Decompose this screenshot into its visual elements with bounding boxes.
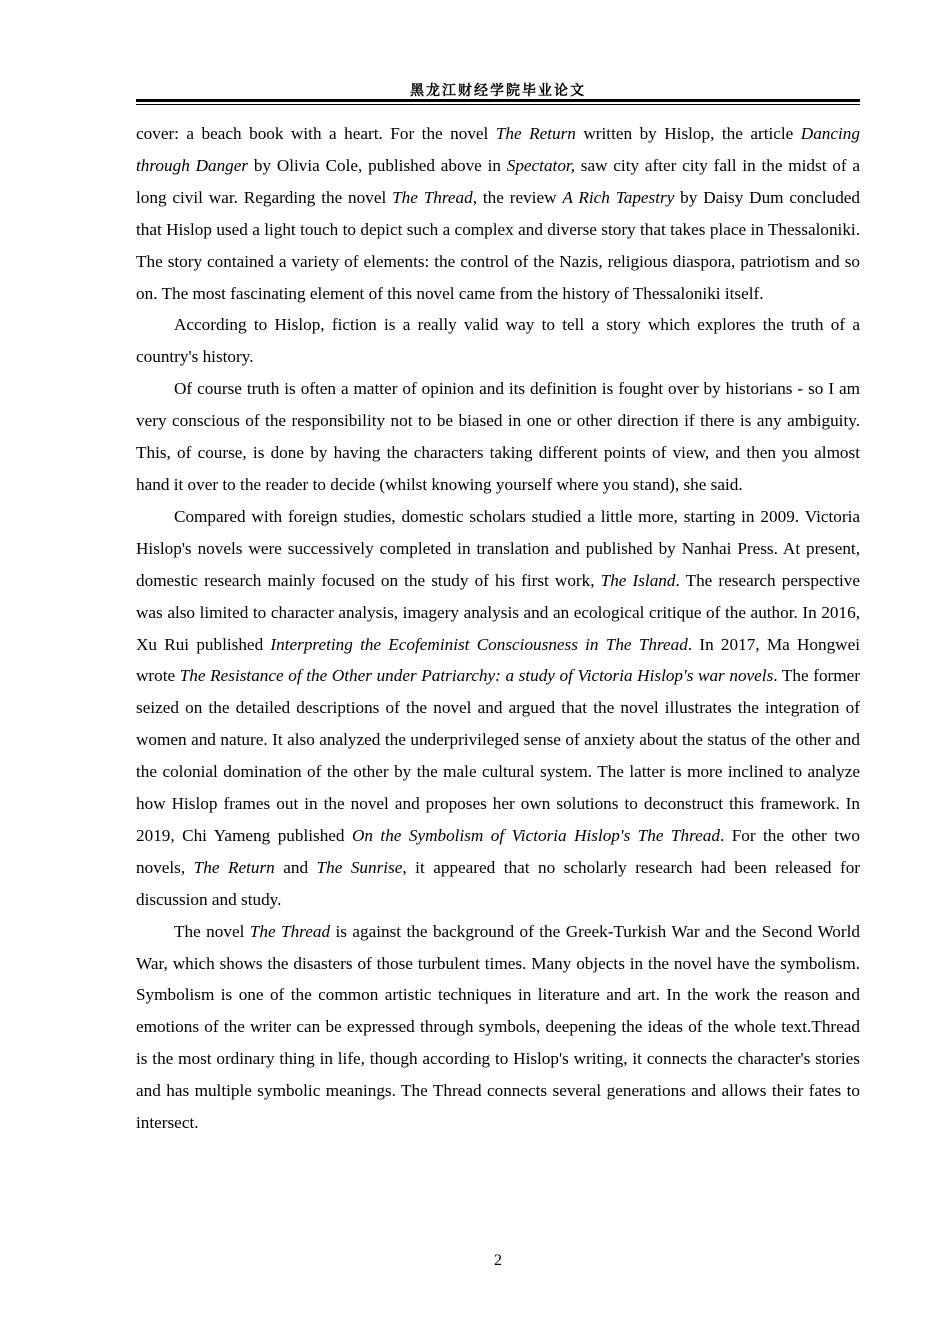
text-segment: saw city after city fall in the midst of a long civil war. Regarding the novel <box>136 155 860 207</box>
text-segment: by Olivia Cole, published above in <box>248 155 507 175</box>
paragraph <box>136 916 860 1139</box>
italic-title: The Island <box>600 570 676 590</box>
italic-title: On the Symbolism of Victoria Hislop's The Thread <box>351 825 720 845</box>
italic-title: A Rich Tapestry <box>562 187 675 207</box>
paragraph <box>136 118 860 309</box>
text-segment: Of course truth is often a matter of opinion and its definition is fought over by historians - so I am very conscious of the responsibility not to be biased in one or other direction if there is any ambiguity. This, of course, is done by having the characters taking different points of view, and then you almost hand it over to the reader to decide (whilst knowing yourself where you stand), she said. <box>136 379 860 494</box>
text-segment: written by Hislop, the article <box>575 124 801 143</box>
italic-title: The Resistance of the Other under Patriarchy: a study of Victoria Hislop's war novels <box>179 666 774 686</box>
text-segment: is against the background of the Greek-Turkish War and the Second World War, which shows the disasters of those turbulent times. Many objects in the novel have the symbolism. Symbolism is one of the common artistic techniques in literature and art. In the work the reason and emotions of the writer can be expressed through symbols, deepening the ideas of the whole text.Thread is the most ordinary thing in life, though according to Hislop's writing, it connects the character's stories and has multiple symbolic meanings. The Thread connects several generations and allows their fates to intersect. <box>136 921 860 1133</box>
italic-title: Spectator, <box>506 155 575 175</box>
italic-title: The Thread <box>392 187 473 207</box>
running-header: 黑龙江财经学院毕业论文 <box>410 83 586 99</box>
text-segment: by Daisy Dum concluded that Hislop used a light touch to depict such a complex and diverse story that takes place in Thessaloniki. The story contained a variety of elements: the control of the Nazis, religious diaspora, patriotism and so on. The most fascinating element of this novel came from the history of Thessaloniki itself. <box>136 187 861 303</box>
italic-title: Dancing through Danger <box>136 124 860 175</box>
text-segment: cover: a beach book with a heart. For the novel <box>136 124 496 143</box>
text-segment: , the review <box>472 187 563 207</box>
header-rule-thick <box>136 99 860 102</box>
header-rule-thin <box>136 104 860 105</box>
italic-title: The Return <box>193 857 275 877</box>
italic-title: The Sunrise <box>316 857 403 877</box>
text-segment: . For the other two novels, <box>136 825 860 877</box>
paragraph <box>136 309 860 373</box>
italic-title: The Thread <box>249 921 331 941</box>
body-text <box>136 118 860 1139</box>
text-segment: Compared with foreign studies, domestic scholars studied a little more, starting in 2009. Victoria Hislop's novels were successively completed in translation and published by Nanhai Press. At present, domestic research mainly focused on the study of his first work, <box>136 506 860 590</box>
text-segment: and <box>274 857 317 877</box>
text-segment: According to Hislop, fiction is a really valid way to tell a story which explores the truth of a country's history. <box>136 315 860 367</box>
page-number: 2 <box>494 1252 502 1269</box>
text-segment: , it appeared that no scholarly research had been released for discussion and study. <box>136 857 861 909</box>
text-segment: . The research perspective was also limited to character analysis, imagery analysis and an ecological critique of the author. In 2016, Xu Rui published <box>136 570 860 654</box>
paragraph <box>136 373 860 501</box>
text-segment: . In 2017, Ma Hongwei wrote <box>136 634 860 686</box>
italic-title: The Return <box>495 124 576 143</box>
text-segment: . The former seized on the detailed descriptions of the novel and argued that the novel illustrates the integration of women and nature. It also analyzed the underprivileged sense of anxiety about the status of the other and the colonial domination of the other by the male cultural system. The latter is more inclined to analyze how Hislop frames out in the novel and proposes her own solutions to deconstruct this framework. In 2019, Chi Yameng published <box>136 666 860 845</box>
text-segment: The novel <box>174 921 250 941</box>
paragraph <box>136 501 860 916</box>
italic-title: Interpreting the Ecofeminist Consciousness in The Thread <box>270 634 688 654</box>
